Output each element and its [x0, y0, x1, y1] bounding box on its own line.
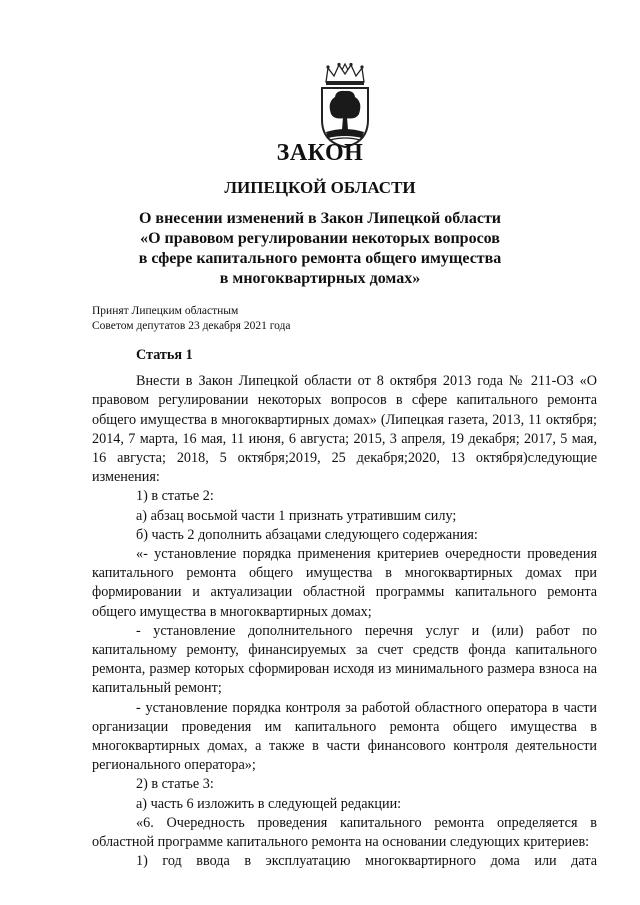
lipetsk-coat-of-arms-icon [318, 62, 372, 148]
paragraph: - установление дополнительного перечня услуг и (или) работ по капитальному ремонту, финансируемых за счет средств фонда капитального ремонта, размер которых сформирован исходя из минимального размера взноса на капитальный ремонт; [92, 622, 597, 697]
paragraph: 1) в статье 2: [136, 488, 214, 505]
paragraph: - установление порядка контроля за работой областного оператора в части организации проведения им капитального ремонта общего имущества в многоквартирных домах, а также в части финансового контроля деятельности регионального оператора»; [92, 699, 597, 774]
adoption-note-line: Принят Липецким областным [92, 305, 239, 317]
adoption-note [92, 304, 291, 334]
paragraph: б) часть 2 дополнить абзацами следующего содержания: [136, 526, 478, 543]
law-subject-line: О внесении изменений в Закон Липецкой области [138, 210, 502, 227]
law-subject-line: в многоквартирных домах» [219, 270, 421, 287]
paragraph: а) часть 6 изложить в следующей редакции: [136, 795, 402, 812]
paragraph: 1) год ввода в эксплуатацию многоквартирного дома или дата [136, 853, 597, 870]
paragraph: а) абзац восьмой части 1 признать утратившим силу; [136, 507, 457, 524]
law-subject [0, 209, 640, 289]
law-subject-line: «О правовом регулировании некоторых вопросов [140, 230, 500, 247]
law-body [92, 346, 597, 871]
law-title: ЗАКОН [276, 140, 364, 166]
paragraph: Внести в Закон Липецкой области от 8 октября 2013 года № 211-ОЗ «О правовом регулировании некоторых вопросов в сфере капитального ремонта общего имущества в многоквартирных домах» (Липецкая газета, 2013, 11 октября; 2014, 7 марта, 16 мая, 11 июня, 6 августа; 2015, 3 апреля, 19 декабря; 2017, 5 мая, 16 августа; 2018, 5 октября;2019, 25 декабря;2020, 13 октября)следующие изменения: [92, 373, 597, 486]
paragraph: «6. Очередность проведения капитального ремонта определяется в областной программе капитального ремонта на основании следующих критериев: [92, 814, 597, 851]
adoption-note-line: Советом депутатов 23 декабря 2021 года [92, 320, 291, 332]
paragraph: «- установление порядка применения критериев очередности проведения капитального ремонта общего имущества в многоквартирных домах при формировании и актуализации областной программы капитального ремонта общего имущества в многоквартирных домах; [92, 546, 597, 620]
paragraph: 2) в статье 3: [136, 776, 214, 793]
article-heading: Статья 1 [136, 347, 193, 363]
law-region: ЛИПЕЦКОЙ ОБЛАСТИ [224, 178, 416, 197]
law-subject-line: в сфере капитального ремонта общего имущества [138, 250, 502, 267]
